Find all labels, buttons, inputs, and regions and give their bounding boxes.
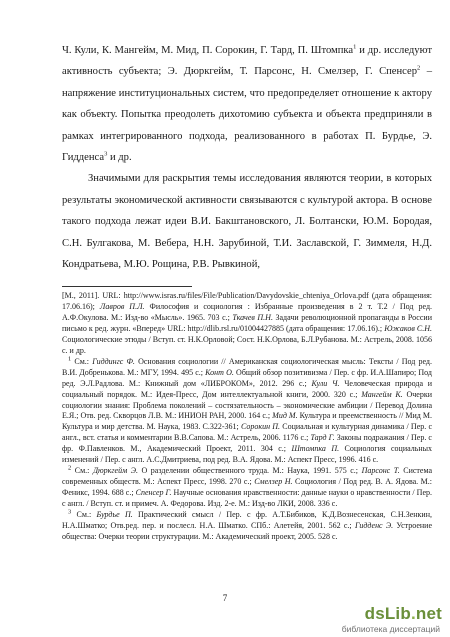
body-text (62, 40, 432, 275)
footnote-ref-2: 2 (417, 64, 421, 72)
site-tagline: библиотека диссертаций (341, 624, 440, 634)
footnote-continuation: [М., 2011]. URL: http://www.isras.ru/files/File/Publication/Davydovskie_chteniya_Orlova.pdf (дата обращения: 17.06.16); Лавров П.Л. Философия и социология : Избранные произведения в 2 т. Т.2 / Под ред. А.Ф.Окулова. М.: Изд-во «Мысль». 1965. 703 с.; Ткачев П.Н. Задачи революционной пропаганды в России письмо к ред. журн. «Вперед» URL: http://dlib.rsl.ru/01004427885 (дата обращения: 17.06.16).; Южаков С.Н. Социологические этюды / Вступ. ст. Н.К.Орловой; Сост. Н.К.Орлова, Б.Л.Рубанова. М.: Астрель, 2008. 1056 с. и др. (62, 291, 433, 355)
footnote-separator (62, 286, 192, 287)
footnote-ref-1: 1 (353, 43, 357, 51)
paragraph-2: Значимыми для раскрытия темы исследования являются теории, в которых результаты экономической активности связываются с культурой актора. В основе такого подхода лежат идеи В.И. Бакштановского, Л. Болтански, Ю.М. Бородая, С.Н. Булгакова, М. Вебера, Н.Н. Зарубиной, Т.И. Заславской, Г. Зиммеля, Н.Д. Кондратьева, М.Ю. Рощина, Р.В. Рывкиной, (62, 173, 432, 271)
footnote-3: $^3$ См.: Бурдье П. Практический смысл / Пер. с фр. А.Т.Бибиков, К.Д.Вознесенская, С.Н.Зенкин, Н.А.Шматко; Отв.ред. пер. и послесл. Н.А. Шматко. СПб.: Алетейя, 2001. 562 с.; Гидденс Э. Устроение общества: Очерки теории структурации. М.: Академический проект, 2005. 528 с. (62, 508, 433, 541)
paragraph-1: Ч. Кули, К. Мангейм, М. Мид, П. Сорокин, Г. Тард, П. Штомпка$^1$ и др. исследуют активность субъекта; Э. Дюркгейм, Т. Парсонс, Н. Смелзер, Г. Спенсер$^2$ – напряжение институциональных систем, что предопределяет отношение к актору как объекту. Попытка преодолеть дихотомию субъекта и объекта предприняли в рамках интегрированного подхода, реализованного в работах П. Бурдье, Э. Гидденса$^3$ и др. (62, 43, 432, 164)
main-text (62, 40, 432, 275)
site-watermark[interactable] (302, 604, 442, 634)
footnote-ref-3: 3 (104, 150, 108, 158)
site-logo[interactable]: dsLib.net (364, 604, 442, 623)
footnote-2: $^2$ См.: Дюркгейм Э. О разделении общественного труда. М.: Наука, 1991. 575 с.; Парсонс Т. Система современных обществ. М.: Аспект Пресс, 1998. 270 с.; Смелзер Н. Социология / Под ред. В. А. Ядова. М.: Феникс, 1994. 688 с.; Спенсер Г. Научные основания нравственности: данные науки о нравственности / Пер. с англ. / Вступ. ст. и примеч. А. Федорова. Изд. 2-е. М.: Изд-во ЛКИ, 2008. 336 с. (62, 464, 433, 509)
footnote-1: $^1$ См.: Гиддингс Ф. Основания социологии // Американская социологическая мысль: Тексты / Под ред. В.И. Добренькова. М.: МГУ, 1994. 495 с.; Конт О. Общий обзор позитивизма / Пер. с фр. И.А.Шапиро; Под ред. Э.Л.Радлова. М.: Книжный дом «ЛИБРОКОМ», 2012. 296 с.; Кули Ч. Человеческая природа и социальный порядок. М.: Идея-Пресс, Дом интеллектуальной книги, 2000. 320 с.; Мангейм К. Очерки социологии знания: Проблема поколений – состязательность – экономические амбиции / Перевод Долина Е.Я.; Отв. ред. Скворцов Л.В. М.: ИНИОН РАН, 2000. 164 с.; Мид М. Культура и преемственность // Мид М. Культура и мир детства. М. Наука, 1983. С.322-361; Сорокин П. Социальная и культурная динамика / Пер. с англ., вст. статья и комментарии В.В.Сапова. М.: Астрель, 2006. 1176 с.; Тард Г. Законы подражания / Пер. с фр. Ф.Павленков. М., Академический Проект, 2011. 304 с.; Штомпка П. Социология социальных изменений / Пер. с англ. А.С.Дмитриева, под ред. В.А. Ядова. М.: Аспект Пресс, 1996. 416 с. (62, 355, 433, 465)
footnotes (62, 291, 432, 543)
page-number: 7 (222, 593, 228, 603)
